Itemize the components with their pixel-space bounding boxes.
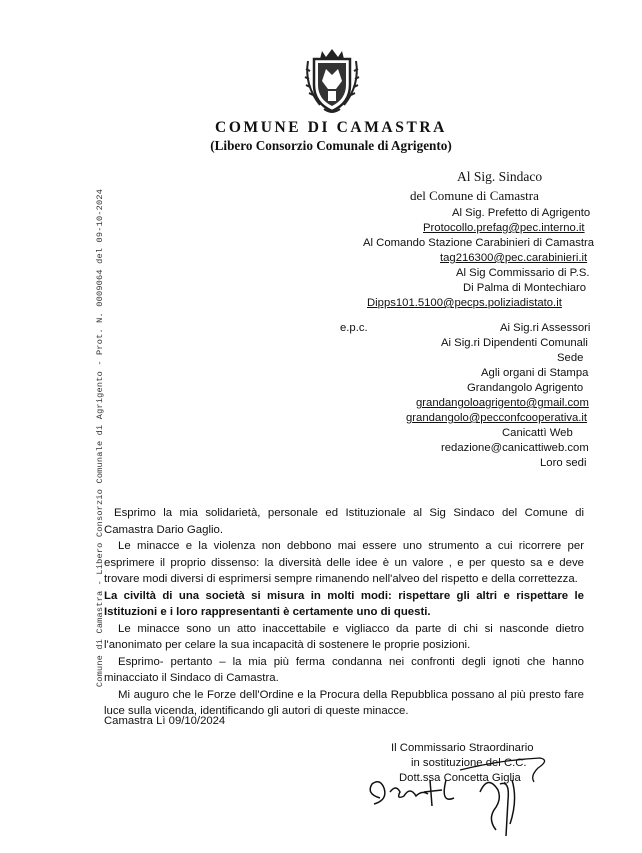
epc-loro-sedi: Loro sedi bbox=[540, 457, 587, 469]
recipient-carabinieri: Al Comando Stazione Carabinieri di Camastra bbox=[363, 237, 595, 249]
carabinieri-email-link[interactable]: tag216300@pec.carabinieri.it bbox=[440, 252, 588, 264]
epc-canicatti: Canicattì Web bbox=[502, 427, 573, 439]
epc-sede: Sede bbox=[557, 352, 584, 364]
signature-name: Dott.ssa Concetta Giglia bbox=[399, 772, 521, 784]
epc-dipendenti: Ai Sig.ri Dipendenti Comunali bbox=[441, 337, 588, 349]
handwritten-signature bbox=[360, 740, 560, 840]
page-subtitle: (Libero Consorzio Comunale di Agrigento) bbox=[210, 138, 452, 153]
epc-label: e.p.c. bbox=[340, 322, 368, 334]
coat-of-arms-emblem bbox=[300, 45, 364, 115]
commissario-email-link[interactable]: Dipps101.5100@pecps.poliziadistato.it bbox=[367, 297, 562, 309]
canicatti-email: redazione@canicattiweb.com bbox=[441, 442, 589, 454]
epc-stampa: Agli organi di Stampa bbox=[481, 367, 589, 379]
recipient-prefetto: Al Sig. Prefetto di Agrigento bbox=[452, 207, 591, 219]
page-title: COMUNE DI CAMASTRA bbox=[215, 119, 447, 136]
recipient-sindaco-comune: del Comune di Camastra bbox=[410, 188, 539, 203]
grandangolo-pec-link[interactable]: grandangolo@pecconfcooperativa.it bbox=[406, 412, 588, 424]
body-paragraph: Esprimo- pertanto – la mia più ferma condanna nei confronti degli ignoti che hanno minacciato il Sindaco di Camastra. bbox=[104, 655, 584, 684]
grandangolo-email-link[interactable]: grandangoloagrigento@gmail.com bbox=[416, 397, 589, 409]
letter-body bbox=[104, 505, 584, 720]
body-paragraph: Mi auguro che le Forze dell'Ordine e la Procura della Repubblica possano al più presto fare luce sulla vicenda, identificando gli autori di queste minacce. bbox=[104, 688, 584, 717]
epc-grandangolo: Grandangolo Agrigento bbox=[467, 382, 584, 394]
epc-assessori: Ai Sig.ri Assessori bbox=[500, 322, 591, 334]
protocol-stamp: Comune di Camastra - Libero Consorzio Comunale di Agrigento - Prot. N. 0009064 del 09-10-2024 bbox=[95, 188, 105, 688]
signature-subtitle: in sostituzione del C.C. bbox=[411, 757, 527, 769]
recipient-commissario: Al Sig Commissario di P.S. bbox=[456, 267, 590, 279]
prefetto-email-link[interactable]: Protocollo.prefag@pec.interno.it bbox=[423, 222, 585, 234]
body-paragraph-bold: La civiltà di una società si misura in molti modi: rispettare gli altri e rispettare le Istituzioni e i loro rappresentanti è certamente uno di questi. bbox=[104, 589, 584, 618]
signature-title: Il Commissario Straordinario bbox=[391, 742, 534, 754]
body-paragraph: Esprimo la mia solidarietà, personale ed Istituzionale al Sig Sindaco del Comune di Camastra Dario Gaglio. bbox=[104, 507, 584, 536]
body-paragraph: Le minacce sono un atto inaccettabile e vigliacco da parte di chi si nasconde dietro l'anonimato per celare la sua incapacità di sostenere le proprie posizioni. bbox=[104, 622, 584, 651]
recipient-sindaco: Al Sig. Sindaco bbox=[457, 169, 543, 184]
recipient-commissario-place: Di Palma di Montechiaro bbox=[463, 282, 587, 294]
date-line: Camastra Lì 09/10/2024 bbox=[104, 715, 226, 727]
body-paragraph: Le minacce e la violenza non debbono mai essere uno strumento a cui ricorrere per esprimere il proprio dissenso: la diversità delle idee è un valore , e per questo sa e deve trovare modi diversi di esprimersi sempre rimanendo nell'alveo del rispetto e della correttezza. bbox=[104, 540, 584, 585]
